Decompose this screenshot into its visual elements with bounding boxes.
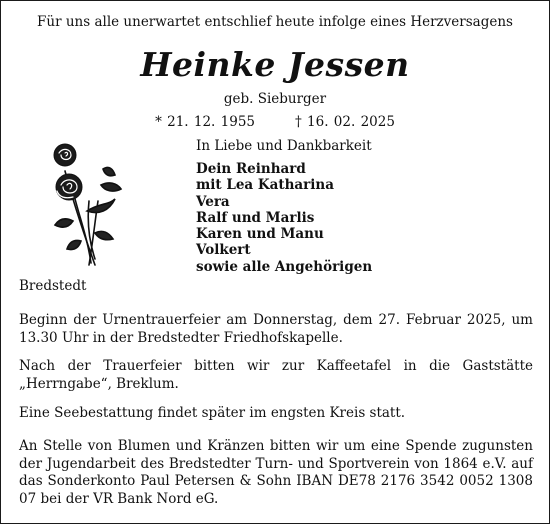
- mourners-list: [196, 161, 372, 275]
- intro-line: Für uns alle unerwartet entschlief heute infolge eines Herzversagens: [37, 14, 513, 30]
- coffee-reception-paragraph: Nach der Trauerfeier bitten wir zur Kaffeetafel in die Gaststätte „Herrngabe“, Breklum.: [19, 358, 533, 392]
- mourner-name: Vera: [196, 193, 230, 210]
- mourner-name: mit Lea Katharina: [196, 177, 334, 194]
- birth-date: * 21. 12. 1955: [155, 114, 255, 130]
- life-dates: [1, 113, 549, 131]
- maiden-name: geb. Sieburger: [223, 91, 327, 107]
- mourner-name: Karen und Manu: [196, 226, 324, 243]
- mourner-name: Dein Reinhard: [196, 161, 306, 177]
- mourner-name: Volkert: [196, 242, 251, 259]
- sea-burial-paragraph: Eine Seebestattung findet später im engsten Kreis statt.: [19, 405, 406, 421]
- death-date: † 16. 02. 2025: [295, 114, 395, 130]
- place-name: Bredstedt: [19, 278, 87, 294]
- gratitude-line: In Liebe und Dankbarkeit: [196, 138, 372, 154]
- mourner-name: Ralf und Marlis: [196, 209, 315, 226]
- rose-illustration-icon: [43, 141, 123, 267]
- mourner-name: sowie alle Angehörigen: [196, 258, 373, 275]
- deceased-name: Heinke Jessen: [140, 45, 410, 84]
- funeral-service-paragraph: Beginn der Urnentrauerfeier am Donnerstag, dem 27. Februar 2025, um 13.30 Uhr in der Bredstedter Friedhofskapelle.: [19, 312, 533, 346]
- donation-paragraph: An Stelle von Blumen und Kränzen bitten wir um eine Spende zugunsten der Jugendarbeit des Bredstedter Turn- und Sportverein von 1864 e.V. auf das Sonderkonto Paul Petersen & Sohn IBAN DE78 2176 3542 0052 1308 07 bei der VR Bank Nord eG.: [19, 438, 533, 507]
